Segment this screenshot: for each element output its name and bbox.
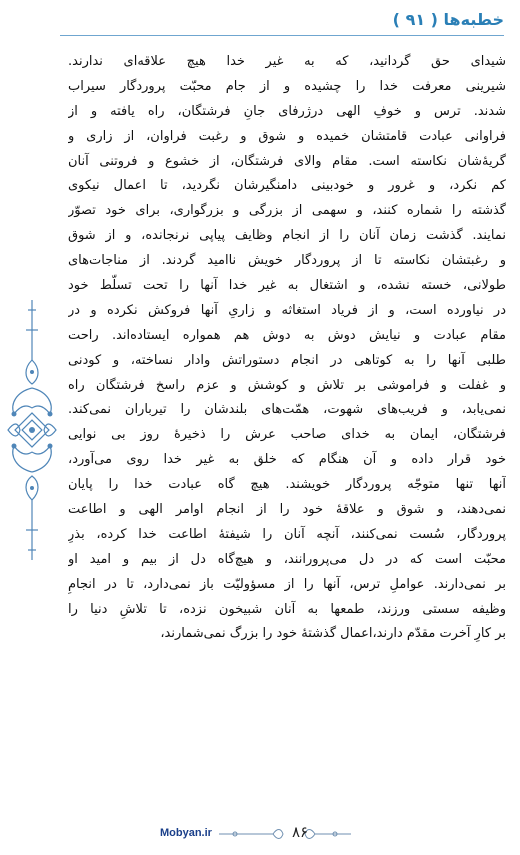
text-line-1: شیدای حق گردانید، که به غیر خدا هیچ علاقه‌ای ندارند. [68,54,506,69]
text-line-13: طلبی آنها را به کوتاهی در انجام دستوراتش وادار نساخته، و کودنی [68,352,506,368]
text-line-10: طولانی، خسته نشده، و اشتغال به غیر خدا آنها را تحت تسلّط خود [68,278,506,294]
text-line-11: در نیاورده است، و از فریاد استغاثه و زاریِ آنها فروکش نکرده و در [68,302,506,318]
text-line-17: خود قرار داده و آن هنگام که خلق به غیر خدا روی می‌آورد، [68,452,506,468]
text-line-14: و غفلت و فراموشی بر تلاش و کوشش و عزم راسخ فرشتگان راه [68,377,506,393]
text-line-18: آنها تنها متوجّه پروردگار خویشند. هیچ گاه عبادت خدا را پایان [68,477,506,493]
text-line-19: نمی‌دهند، و شوق و علاقۀ خود را از انجام اوامر الهی و اطاعت [68,502,506,518]
header-title: خطبه‌ها ( ۹۱ ) [392,10,504,29]
page-number: ۸۶ [292,823,309,841]
text-line-22: بر نمی‌دارند. عواملِ ترس، آنها را از مسؤولیّت باز نمی‌دارد، تا در انجامِ [68,576,506,592]
text-line-16: فرشتگان، ایمان به خدای صاحب عرش را ذخیرۀ روز بی نوایی [68,427,506,443]
footer-flourish-icon [215,826,355,842]
page-header [60,10,504,34]
body-text [68,50,506,795]
text-line-6: کم نکرد، و غرور و خودبینی دامنگیرشان نگردید، تا اعمال نیکوی [68,178,506,194]
text-line-12: مقام عبادت و نیایش دوش به دوش هم همواره ایستاده‌اند. راحت [68,327,506,343]
text-line-15: نمی‌یابد، و فریب‌های شهوت، همّت‌های بلندشان را تیرباران نمی‌کند. [68,402,506,418]
floral-ornament-icon [6,300,58,560]
page-footer [0,818,520,848]
text-line-4: فراوانی عبادت قامتشان خمیده و شوق و رغبت فراوان، از زاری و [68,128,506,144]
text-line-20: پروردگار، سُست نمی‌کنند، آنچه آنان را شیفتۀ اطاعت خدا کرده، بذرِ [68,526,506,542]
text-line-2: شیرینی معرفت خدا را چشیده و از جام محبّت پروردگار سیراب [68,78,506,94]
text-line-24: بر کارِ آخرت مقدّم دارند،اعمال گذشتۀ خود را بزرگ نمی‌شمارند، [160,626,506,642]
text-line-21: محبّت است که در دل می‌پرورانند، و هیچ‌گاه دل از بیم و امید او [68,551,506,567]
text-line-8: نمایند. گذشت زمان آنان را از انجام وظایف پیاپی نرنجانده، و از شوق [68,228,506,244]
text-line-7: گذشته را شماره کنند، و سهمی از بزرگی و بزرگواری، برای خود تصوّر [68,203,506,219]
footer-site-link[interactable]: Mobyan.ir [160,827,212,839]
text-line-5: گریۀشان نکاسته است. مقام والای فرشتگان، از خشوع و فروتنی آنان [68,153,506,169]
header-rule [60,35,504,36]
text-line-9: و رغبتشان نکاسته تا از پروردگار خویش ناامید گردند. از مناجات‌های [68,253,506,269]
text-line-23: وظیفه سستی ورزند، طمعها به آنان شبیخون نزده، تا تلاشِ دنیا را [68,601,506,617]
text-line-3: شدند. ترس و خوفِ الهی درژرفای جانِ فرشتگان، راه یافته و از [68,103,506,119]
